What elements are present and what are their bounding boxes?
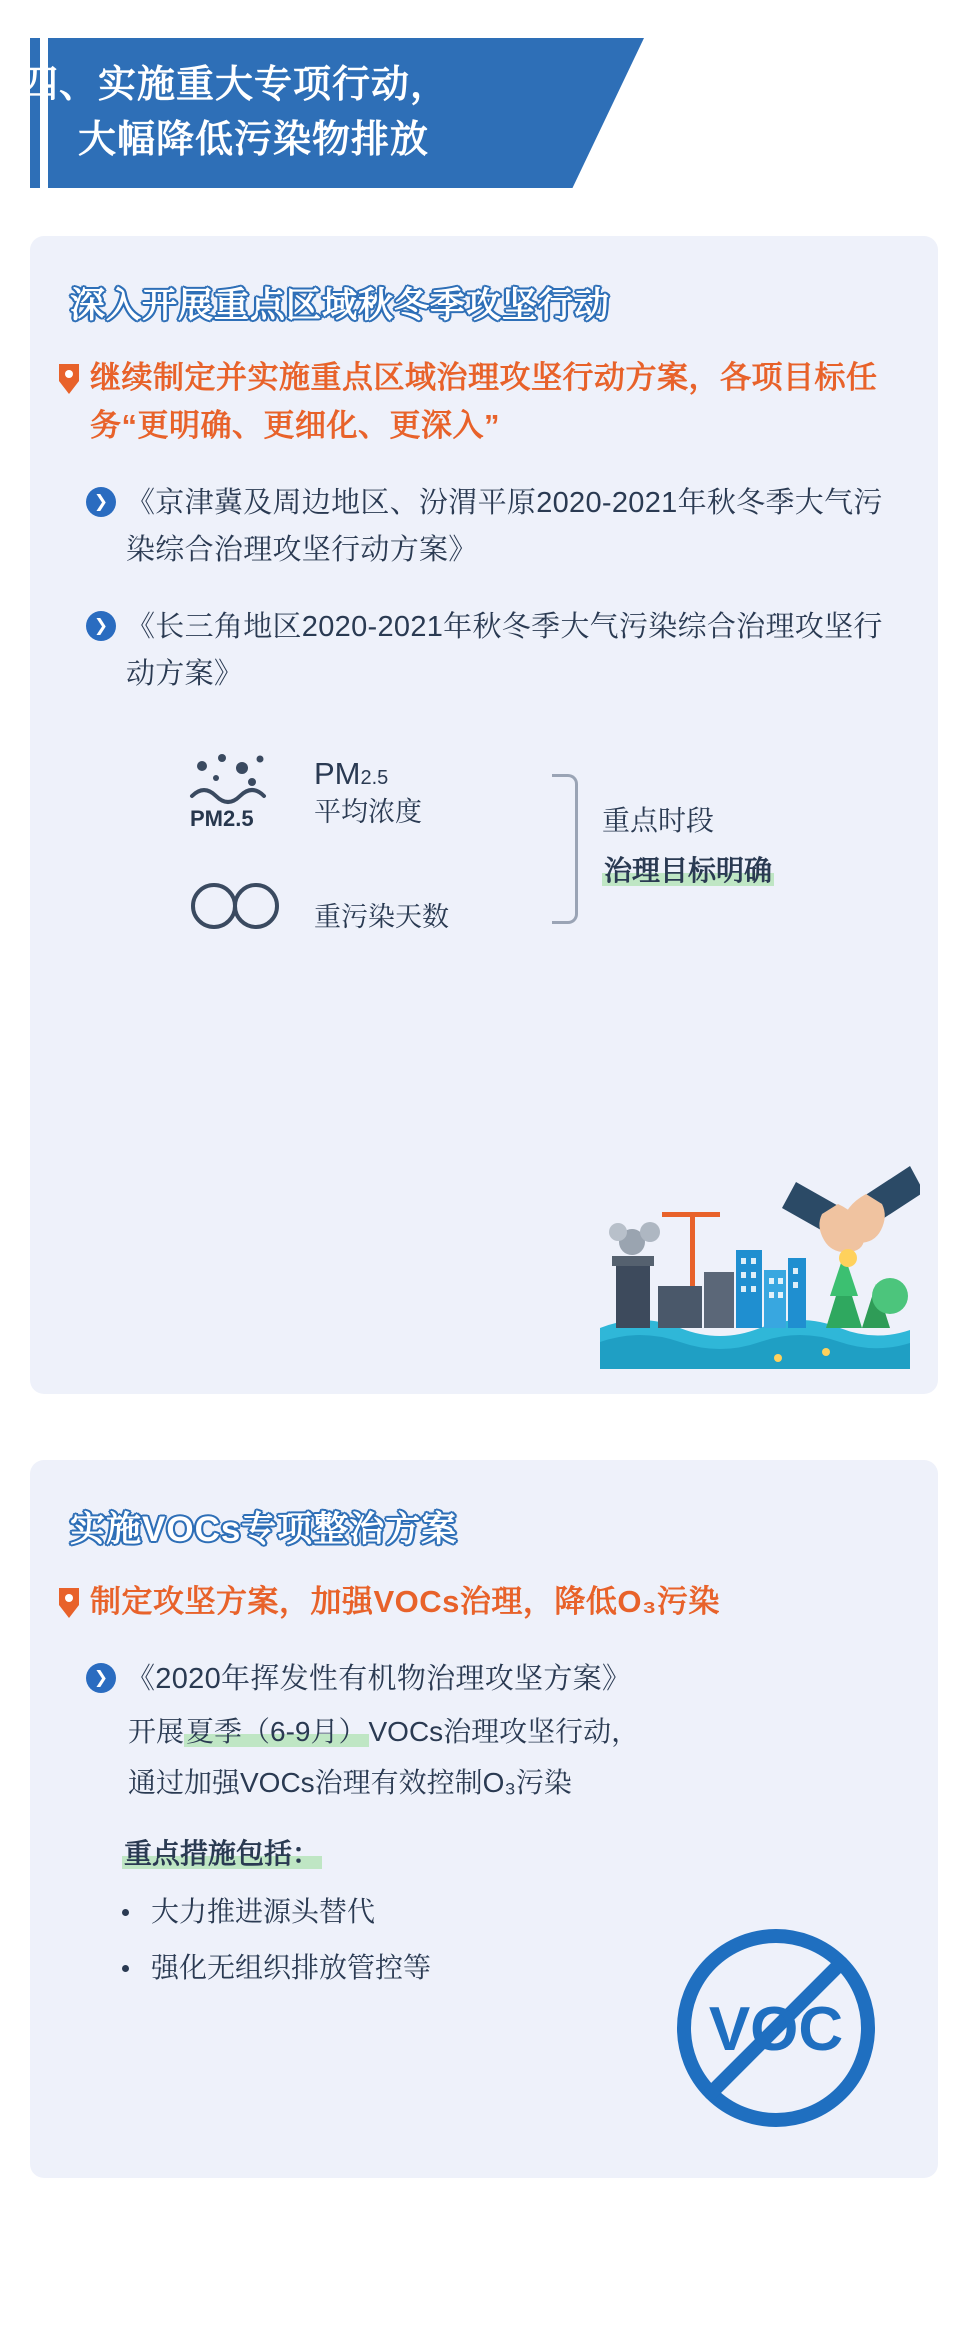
page-header [0, 38, 968, 188]
document-item-1-text: 《京津冀及周边地区、汾渭平原2020-2021年秋冬季大气污染综合治理攻坚行动方案》 [126, 487, 883, 567]
pm25-diagram [30, 744, 938, 974]
measure-item-1-text: 大力推进源头替代 [151, 1895, 376, 1927]
vocs-detail-line-1 [30, 1703, 938, 1754]
vocs-detail-highlight: 夏季（6-9月） [186, 1716, 367, 1748]
heavy-pollution-days-label: 重污染天数 [314, 902, 449, 933]
section-1-lead-text: 继续制定并实施重点区域治理攻坚行动方案，各项目标任务“更明确、更细化、更深入” [90, 360, 878, 444]
section-card-vocs [30, 1460, 938, 2178]
diagram-row-pm25 [180, 750, 422, 834]
bracket-shape [552, 774, 578, 924]
vocs-document-text: 《2020年挥发性有机物治理攻坚方案》 [126, 1663, 632, 1696]
measures-title [30, 1806, 938, 1877]
vocs-detail-suffix: VOCs治理攻坚行动， [368, 1716, 640, 1748]
bullet-dot-icon [122, 1965, 129, 1972]
section-2-title: 实施VOCs专项整治方案 [70, 1510, 458, 1549]
measure-item-2-text: 强化无组织排放管控等 [151, 1951, 432, 1983]
chevron-right-icon: ❯ [86, 1663, 116, 1693]
vocs-document-item [30, 1626, 938, 1703]
page-title [0, 38, 596, 188]
svg-text:VOC: VOC [708, 1995, 844, 2064]
document-item-2-text: 《长三角地区2020-2021年秋冬季大气污染综合治理攻坚行动方案》 [126, 611, 883, 690]
pm25-metric-line1: PM [314, 756, 361, 792]
location-pin-icon [56, 362, 82, 396]
bullet-dot-icon [122, 1909, 129, 1916]
pm25-metric-line2: 平均浓度 [314, 796, 422, 827]
page-title-line-2: 大幅降低污染物排放 [78, 119, 430, 161]
pm25-particles-icon [180, 750, 296, 834]
bracket-labels [602, 796, 774, 897]
section-2-lead-text: 制定攻坚方案，加强VOCs治理，降低O₃污染 [90, 1584, 720, 1619]
section-card-winter-action [30, 236, 938, 1394]
section-2-lead [30, 1552, 938, 1626]
section-1-title: 深入开展重点区域秋冬季攻坚行动 [70, 286, 611, 325]
pm25-metric-label [314, 754, 422, 829]
section-1-lead [30, 328, 938, 450]
bracket-label-2: 治理目标明确 [604, 855, 773, 887]
pm25-metric-subscript: 2.5 [360, 767, 389, 790]
diagram-row-heavy-pollution [180, 876, 449, 960]
chevron-right-icon: ❯ [86, 611, 116, 641]
vocs-detail-line-2: 通过加强VOCs治理有效控制O₃污染 [128, 1767, 572, 1799]
voc-prohibition-stamp-icon [666, 1918, 886, 2138]
document-item-1 [30, 450, 938, 574]
vocs-detail-prefix: 开展 [128, 1716, 185, 1748]
measures-title-text: 重点措施包括： [124, 1837, 321, 1869]
location-pin-icon [56, 1586, 82, 1620]
page-title-line-1: 四、实施重大专项行动， [20, 63, 450, 106]
chevron-right-icon: ❯ [86, 487, 116, 517]
heavy-pollution-days-icon [180, 876, 296, 960]
svg-text:PM2.5: PM2.5 [190, 805, 254, 831]
bracket-label-1: 重点时段 [602, 804, 715, 836]
document-item-2 [30, 574, 938, 698]
factory-and-nature-illustration [590, 1146, 920, 1376]
